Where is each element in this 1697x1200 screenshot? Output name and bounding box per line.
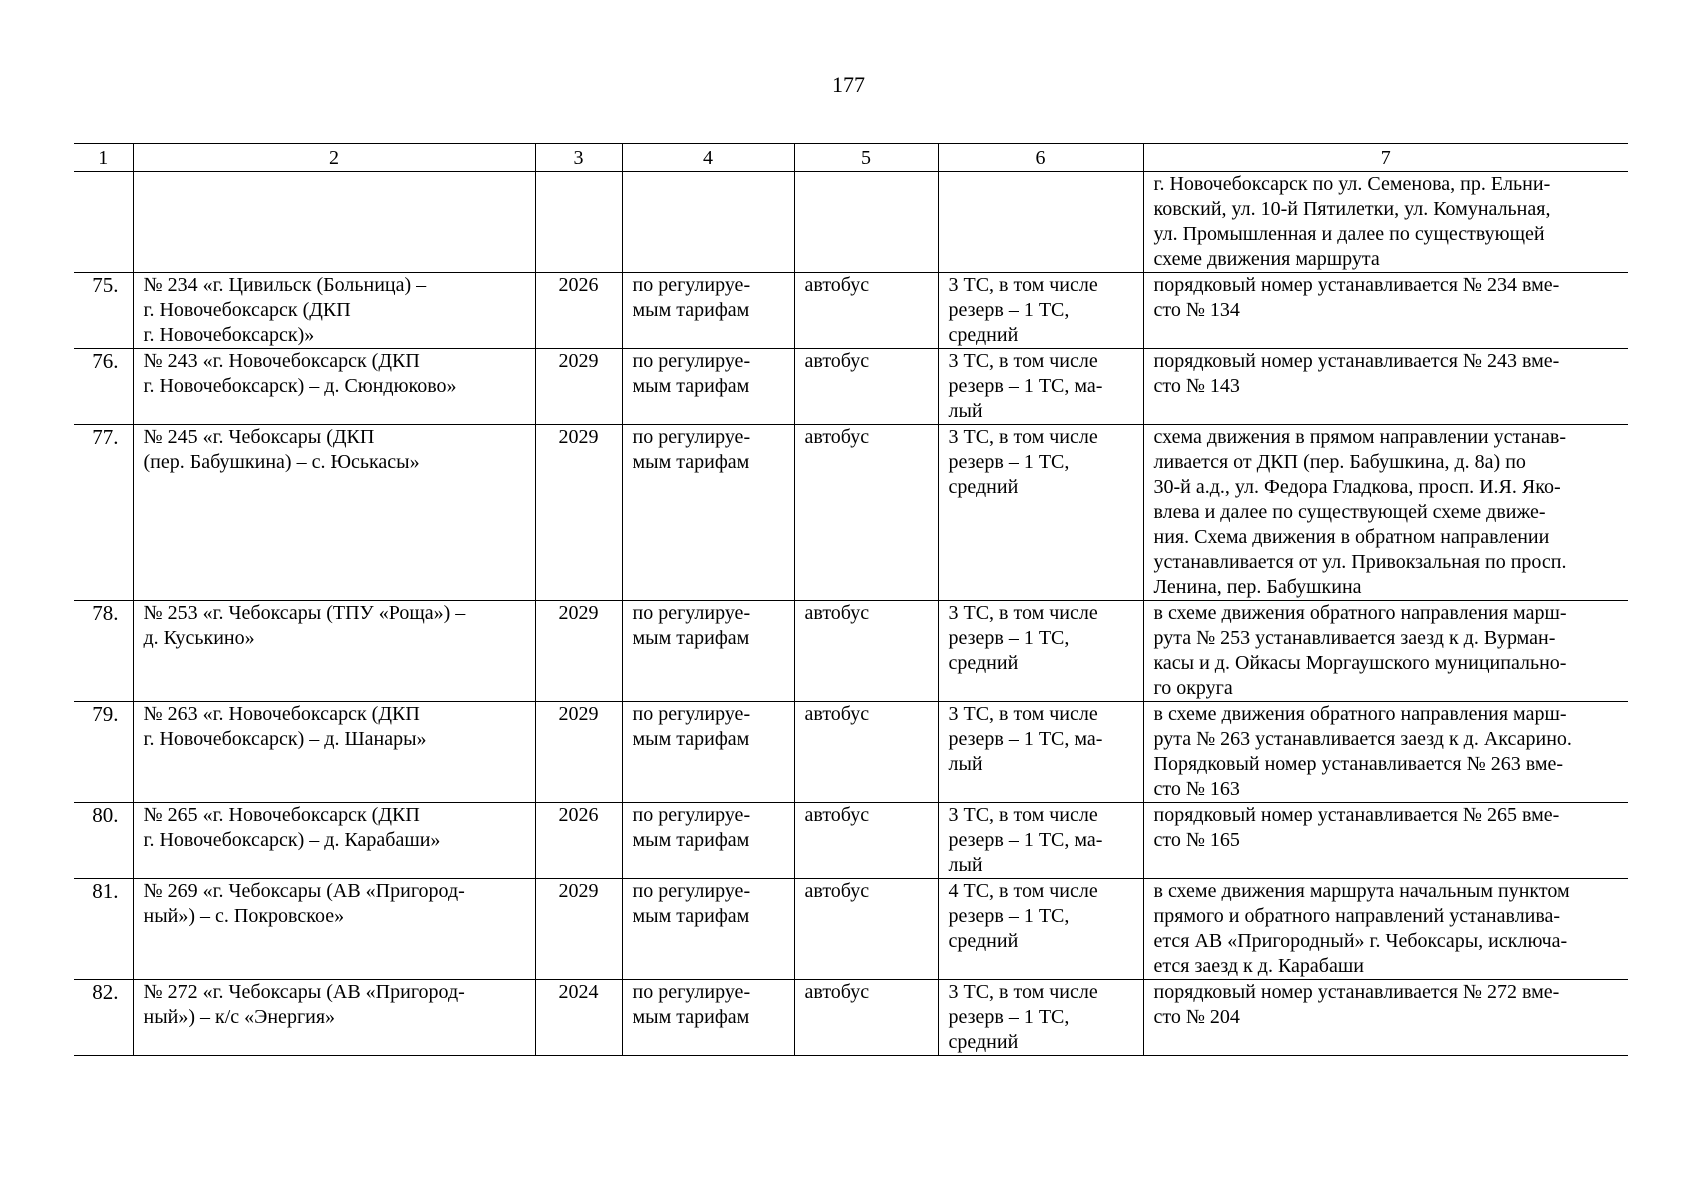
contract-year: 2029 (558, 426, 599, 448)
row-number-cell (74, 702, 133, 803)
tariff-type-cell (622, 273, 794, 349)
route-notes: схема движения в прямом направлении устанав- ливается от ДКП (пер. Бабушкина, д. 8а) по 30-й а.д., ул. Федора Гладкова, просп. И.Я. Яко- влева и далее по существующей схеме движе- ния. Схема движения в обратном направлении устанавливается от ул. Привокзальная по просп. Ленина, пер. Бабушкина (1153, 426, 1567, 598)
tariff-type: по регулируе- мым тарифам (632, 804, 751, 851)
vehicle-count: 3 ТС, в том числе резерв – 1 ТС, ма- лый (948, 703, 1103, 775)
route-notes: порядковый номер устанавливается № 243 вме- сто № 143 (1153, 350, 1560, 397)
route-notes: порядковый номер устанавливается № 272 вме- сто № 204 (1153, 981, 1560, 1028)
transport-type-cell (794, 349, 938, 425)
tariff-type: по регулируе- мым тарифам (632, 703, 751, 750)
route-name-cell (133, 349, 535, 425)
row-number-cell (74, 425, 133, 601)
contract-year: 2026 (558, 274, 599, 296)
routes-table (74, 143, 1628, 1056)
transport-type-cell (794, 879, 938, 980)
contract-year: 2029 (558, 602, 599, 624)
route-name: № 234 «г. Цивильск (Больница) – г. Новочебоксарск (ДКП г. Новочебоксарск)» (143, 274, 427, 346)
row-number: 75. (92, 273, 119, 297)
row-number-cell (74, 273, 133, 349)
vehicle-count-cell (938, 601, 1143, 702)
row-number-cell (74, 803, 133, 879)
contract-year-cell (535, 702, 622, 803)
route-notes-cell (1143, 702, 1628, 803)
table-row (74, 425, 1628, 601)
column-header: 6 (938, 144, 1143, 172)
route-notes-cell (1143, 273, 1628, 349)
table-row (74, 172, 1628, 273)
tariff-type: по регулируе- мым тарифам (632, 602, 751, 649)
route-notes-cell (1143, 349, 1628, 425)
tariff-type-cell (622, 172, 794, 273)
row-number: 78. (92, 601, 119, 625)
vehicle-count-cell (938, 172, 1143, 273)
route-name: № 245 «г. Чебоксары (ДКП (пер. Бабушкина) – с. Юськасы» (143, 426, 420, 473)
vehicle-count: 3 ТС, в том числе резерв – 1 ТС, ма- лый (948, 804, 1103, 876)
contract-year-cell (535, 803, 622, 879)
contract-year-cell (535, 601, 622, 702)
route-notes: в схеме движения обратного направления марш- рута № 253 устанавливается заезд к д. Вурман- касы и д. Ойкасы Моргаушского муниципально- го округа (1153, 602, 1567, 699)
contract-year-cell (535, 980, 622, 1056)
vehicle-count-cell (938, 349, 1143, 425)
column-header: 5 (794, 144, 938, 172)
transport-type: автобус (804, 274, 870, 296)
row-number-cell (74, 349, 133, 425)
route-name: № 243 «г. Новочебоксарск (ДКП г. Новочебоксарск) – д. Сюндюково» (143, 350, 457, 397)
column-header: 4 (622, 144, 794, 172)
row-number: 77. (92, 425, 119, 449)
transport-type-cell (794, 601, 938, 702)
route-name: № 263 «г. Новочебоксарск (ДКП г. Новочебоксарск) – д. Шанары» (143, 703, 427, 750)
route-name-cell (133, 172, 535, 273)
row-number-cell (74, 601, 133, 702)
transport-type-cell (794, 702, 938, 803)
route-name-cell (133, 425, 535, 601)
vehicle-count-cell (938, 273, 1143, 349)
contract-year: 2024 (558, 981, 599, 1003)
contract-year: 2029 (558, 350, 599, 372)
contract-year: 2029 (558, 880, 599, 902)
vehicle-count: 3 ТС, в том числе резерв – 1 ТС, средний (948, 274, 1098, 346)
route-name: № 272 «г. Чебоксары (АВ «Пригород- ный») – к/с «Энергия» (143, 981, 465, 1028)
route-notes: в схеме движения маршрута начальным пунктом прямого и обратного направлений устанавлива- ется АВ «Пригородный» г. Чебоксары, исключа- ется заезд к д. Карабаши (1153, 880, 1570, 977)
transport-type: автобус (804, 703, 870, 725)
transport-type-cell (794, 425, 938, 601)
table-row (74, 803, 1628, 879)
route-notes-cell (1143, 980, 1628, 1056)
row-number: 79. (92, 702, 119, 726)
route-notes: в схеме движения обратного направления марш- рута № 263 устанавливается заезд к д. Аксарино. Порядковый номер устанавливается № 263 вме- сто № 163 (1153, 703, 1572, 800)
table-row (74, 273, 1628, 349)
vehicle-count: 3 ТС, в том числе резерв – 1 ТС, средний (948, 426, 1098, 498)
contract-year-cell (535, 273, 622, 349)
contract-year-cell (535, 425, 622, 601)
row-number: 76. (92, 349, 119, 373)
row-number-cell (74, 879, 133, 980)
route-notes: порядковый номер устанавливается № 265 вме- сто № 165 (1153, 804, 1560, 851)
tariff-type: по регулируе- мым тарифам (632, 274, 751, 321)
route-name-cell (133, 879, 535, 980)
route-notes-cell (1143, 425, 1628, 601)
contract-year: 2029 (558, 703, 599, 725)
table-row (74, 601, 1628, 702)
contract-year-cell (535, 879, 622, 980)
tariff-type-cell (622, 601, 794, 702)
tariff-type-cell (622, 349, 794, 425)
page-number: 177 (832, 72, 865, 97)
route-name-cell (133, 980, 535, 1056)
tariff-type: по регулируе- мым тарифам (632, 880, 751, 927)
transport-type: автобус (804, 880, 870, 902)
route-name-cell (133, 803, 535, 879)
vehicle-count: 3 ТС, в том числе резерв – 1 ТС, ма- лый (948, 350, 1103, 422)
transport-type-cell (794, 172, 938, 273)
route-name: № 269 «г. Чебоксары (АВ «Пригород- ный») – с. Покровское» (143, 880, 465, 927)
contract-year-cell (535, 349, 622, 425)
tariff-type: по регулируе- мым тарифам (632, 426, 751, 473)
route-notes-cell (1143, 601, 1628, 702)
row-number: 82. (92, 980, 119, 1004)
contract-year-cell (535, 172, 622, 273)
table-row (74, 980, 1628, 1056)
tariff-type: по регулируе- мым тарифам (632, 981, 751, 1028)
vehicle-count: 3 ТС, в том числе резерв – 1 ТС, средний (948, 602, 1098, 674)
tariff-type-cell (622, 803, 794, 879)
column-header: 2 (133, 144, 535, 172)
tariff-type-cell (622, 702, 794, 803)
route-name-cell (133, 702, 535, 803)
header-row (74, 144, 1628, 172)
vehicle-count: 3 ТС, в том числе резерв – 1 ТС, средний (948, 981, 1098, 1053)
transport-type-cell (794, 273, 938, 349)
route-notes: порядковый номер устанавливается № 234 вме- сто № 134 (1153, 274, 1560, 321)
route-name-cell (133, 601, 535, 702)
transport-type: автобус (804, 602, 870, 624)
vehicle-count-cell (938, 425, 1143, 601)
column-header: 3 (535, 144, 622, 172)
transport-type-cell (794, 980, 938, 1056)
vehicle-count-cell (938, 803, 1143, 879)
route-name: № 253 «г. Чебоксары (ТПУ «Роща») – д. Куськино» (143, 602, 466, 649)
table-row (74, 879, 1628, 980)
vehicle-count: 4 ТС, в том числе резерв – 1 ТС, средний (948, 880, 1098, 952)
transport-type: автобус (804, 804, 870, 826)
transport-type: автобус (804, 350, 870, 372)
vehicle-count-cell (938, 702, 1143, 803)
route-notes-cell (1143, 879, 1628, 980)
route-name: № 265 «г. Новочебоксарск (ДКП г. Новочебоксарск) – д. Карабаши» (143, 804, 441, 851)
vehicle-count-cell (938, 879, 1143, 980)
route-notes-cell (1143, 172, 1628, 273)
tariff-type: по регулируе- мым тарифам (632, 350, 751, 397)
row-number: 80. (92, 803, 119, 827)
transport-type-cell (794, 803, 938, 879)
row-number: 81. (92, 879, 119, 903)
row-number-cell (74, 980, 133, 1056)
tariff-type-cell (622, 879, 794, 980)
table-row (74, 702, 1628, 803)
vehicle-count-cell (938, 980, 1143, 1056)
route-notes-cell (1143, 803, 1628, 879)
table-row (74, 349, 1628, 425)
contract-year: 2026 (558, 804, 599, 826)
transport-type: автобус (804, 426, 870, 448)
transport-type: автобус (804, 981, 870, 1003)
column-header: 1 (74, 144, 133, 172)
route-notes: г. Новочебоксарск по ул. Семенова, пр. Ельни- ковский, ул. 10-й Пятилетки, ул. Комунальная, ул. Промышленная и далее по существующей схеме движения маршрута (1153, 173, 1551, 270)
tariff-type-cell (622, 425, 794, 601)
tariff-type-cell (622, 980, 794, 1056)
row-number-cell (74, 172, 133, 273)
route-name-cell (133, 273, 535, 349)
column-header: 7 (1143, 144, 1628, 172)
